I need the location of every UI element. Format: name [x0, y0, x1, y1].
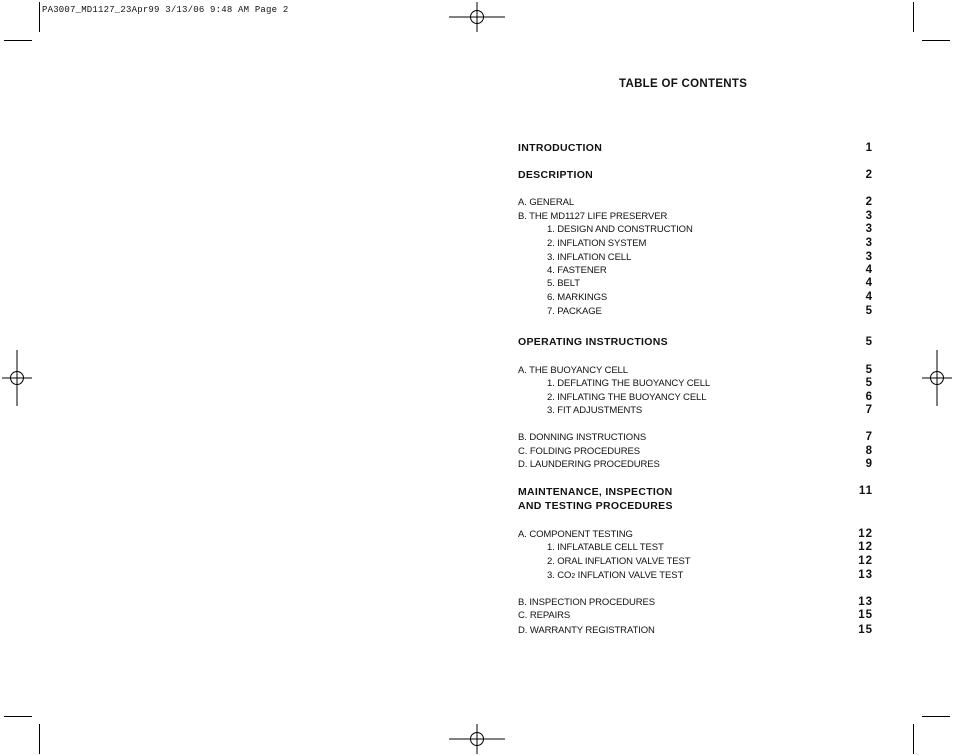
toc-entry [518, 528, 873, 540]
toc-entry [518, 624, 873, 636]
toc-entry [518, 196, 873, 208]
registration-mark-top [449, 2, 505, 32]
toc-entry [518, 458, 873, 470]
page-number: 13 [858, 569, 873, 581]
registration-mark-right [922, 350, 952, 406]
page-number: 12 [858, 528, 873, 540]
crop-mark [922, 716, 950, 717]
toc-heading [518, 485, 673, 513]
toc-entry [518, 569, 873, 581]
toc-entry [518, 223, 873, 235]
crop-mark [39, 724, 40, 754]
toc-heading-line-2: AND TESTING PROCEDURES [518, 500, 673, 512]
toc-entry [518, 555, 873, 567]
toc-heading: INTRODUCTION [518, 142, 603, 154]
toc-heading: OPERATING INSTRUCTIONS [518, 336, 668, 348]
toc-entry [518, 168, 873, 182]
crop-mark [913, 2, 914, 32]
toc-entry [518, 541, 873, 553]
toc-item: A. COMPONENT TESTING [518, 529, 633, 540]
co2-suffix: INFLATION VALVE TEST [575, 570, 684, 581]
toc-entry [518, 404, 873, 416]
page-title: TABLE OF CONTENTS [619, 78, 748, 90]
page-number: 3 [865, 251, 873, 263]
toc-entry [518, 141, 873, 155]
page-number: 2 [865, 196, 873, 208]
toc-subitem: 5. BELT [547, 278, 580, 289]
page-number: 3 [865, 223, 873, 235]
toc-entry [518, 391, 873, 403]
toc-subitem: 2. INFLATING THE BUOYANCY CELL [547, 392, 707, 403]
toc-entry [518, 305, 873, 317]
toc-item: C. FOLDING PROCEDURES [518, 446, 640, 457]
toc-entry [518, 210, 873, 222]
page-number: 15 [858, 624, 873, 636]
page-number: 15 [858, 609, 873, 621]
page-number: 13 [858, 596, 873, 608]
toc-entry [518, 277, 873, 289]
page-number: 5 [865, 377, 873, 389]
registration-mark-bottom [449, 724, 505, 754]
page-number: 6 [865, 391, 873, 403]
page-number: 7 [865, 404, 873, 416]
toc-item: D. WARRANTY REGISTRATION [518, 625, 655, 636]
crop-mark [922, 40, 950, 41]
toc-subitem [518, 570, 683, 581]
toc-item: A. THE BUOYANCY CELL [518, 365, 628, 376]
toc-item: B. DONNING INSTRUCTIONS [518, 432, 647, 443]
toc-item: D. LAUNDERING PROCEDURES [518, 459, 660, 470]
page-number: 11 [858, 485, 873, 497]
toc-entry [518, 237, 873, 249]
co2-prefix: 3. CO [547, 570, 572, 581]
toc-entry [518, 335, 873, 349]
toc-item: B. THE MD1127 LIFE PRESERVER [518, 211, 668, 222]
toc-subitem: 2. ORAL INFLATION VALVE TEST [547, 556, 691, 567]
toc-subitem: 6. MARKINGS [547, 292, 608, 303]
toc-entry [518, 431, 873, 443]
toc-subitem: 4. FASTENER [547, 265, 607, 276]
page-number: 12 [858, 541, 873, 553]
page-number: 8 [865, 445, 873, 457]
crop-mark [4, 40, 32, 41]
toc-item: B. INSPECTION PROCEDURES [518, 597, 655, 608]
page-number: 7 [865, 431, 873, 443]
crop-mark [913, 724, 914, 754]
toc-subitem: 3. FIT ADJUSTMENTS [547, 405, 643, 416]
page-number: 4 [865, 277, 873, 289]
toc-heading: DESCRIPTION [518, 169, 594, 181]
crop-mark [39, 2, 40, 32]
toc-entry [518, 251, 873, 263]
toc-subitem: 2. INFLATION SYSTEM [547, 238, 647, 249]
page-number: 9 [865, 458, 873, 470]
page-number: 4 [865, 264, 873, 276]
print-slug: PA3007_MD1127_23Apr99 3/13/06 9:48 AM Page 2 [42, 5, 289, 15]
page-number: 3 [865, 210, 873, 222]
toc-entry [518, 485, 873, 513]
subscript: 2 [571, 573, 576, 580]
toc-entry [518, 596, 873, 608]
toc-subitem: 1. DESIGN AND CONSTRUCTION [547, 224, 693, 235]
toc-entry [518, 364, 873, 376]
toc-subitem: 3. INFLATION CELL [547, 252, 632, 263]
toc-entry [518, 377, 873, 389]
page-number: 5 [865, 364, 873, 376]
toc-entry [518, 445, 873, 457]
page-number: 4 [865, 291, 873, 303]
page-number: 5 [865, 305, 873, 317]
crop-mark [4, 716, 32, 717]
toc-subitem: 7. PACKAGE [547, 306, 602, 317]
toc-heading-line-1: MAINTENANCE, INSPECTION [518, 486, 673, 498]
page-number: 2 [865, 169, 873, 181]
toc-entry [518, 264, 873, 276]
toc-item: A. GENERAL [518, 197, 575, 208]
toc-subitem: 1. INFLATABLE CELL TEST [547, 542, 664, 553]
registration-mark-left [2, 350, 32, 406]
toc-item: C. REPAIRS [518, 610, 571, 621]
toc-entry [518, 291, 873, 303]
page-number: 5 [865, 336, 873, 348]
page-number: 12 [858, 555, 873, 567]
toc-subitem: 1. DEFLATING THE BUOYANCY CELL [547, 378, 711, 389]
toc-entry [518, 609, 873, 621]
page-number: 1 [865, 142, 873, 154]
page-number: 3 [865, 237, 873, 249]
